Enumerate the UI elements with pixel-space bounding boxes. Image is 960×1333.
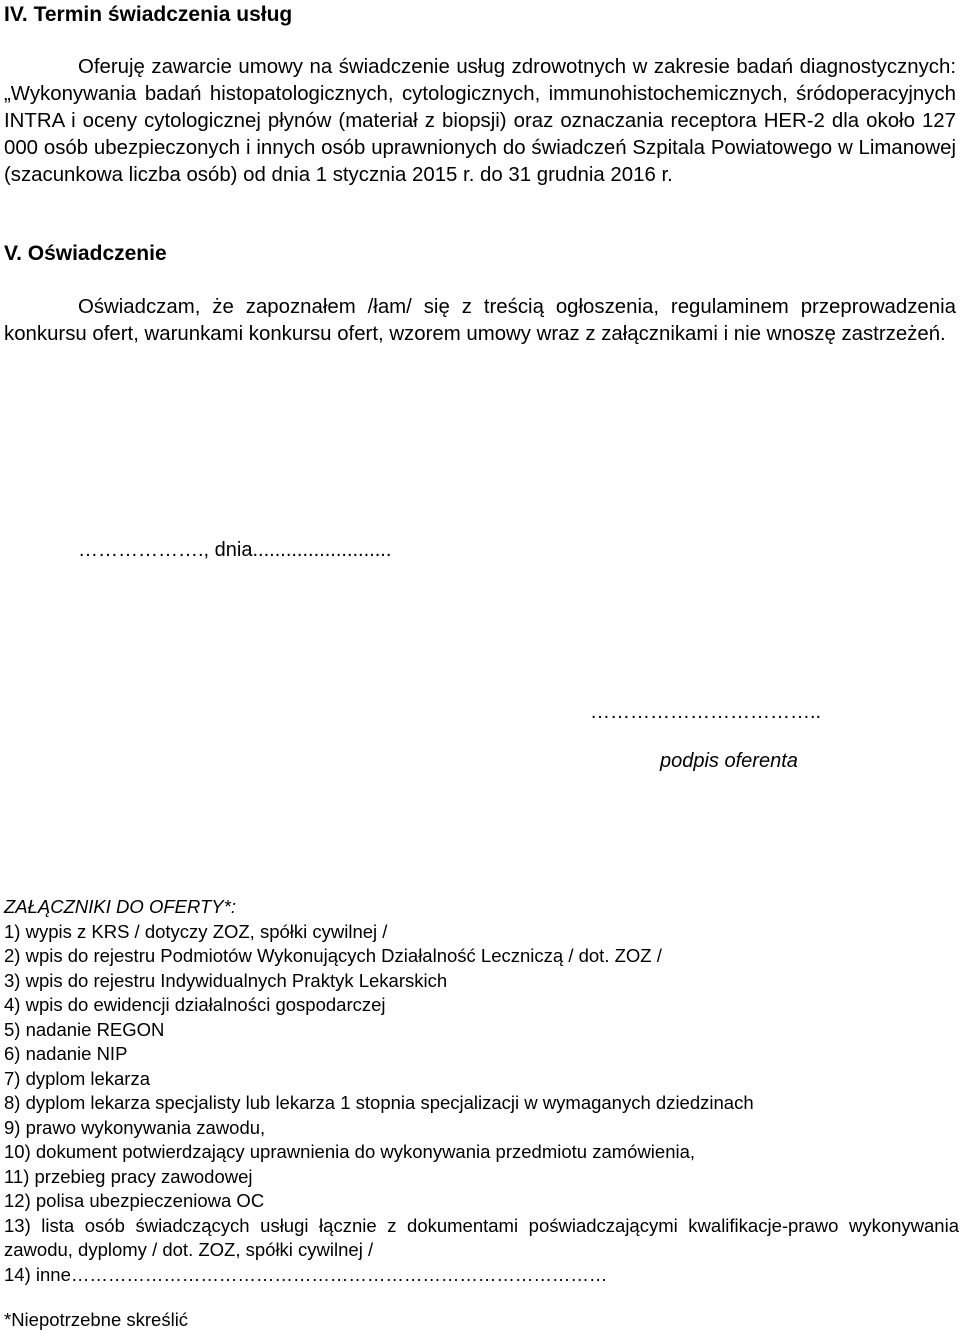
attachment-item: 13) lista osób świadczących usługi łącznie z dokumentami poświadczającymi kwalifikacje-prawo wykonywania zawodu, dyplomy / dot. ZOZ, spółki cywilnej / bbox=[4, 1214, 959, 1260]
attachments-title: ZAŁĄCZNIKI DO OFERTY*: bbox=[4, 896, 236, 917]
attachment-item: 10) dokument potwierdzający uprawnienia do wykonywania przedmiotu zamówienia, bbox=[4, 1141, 696, 1162]
attachment-item: 11) przebieg pracy zawodowej bbox=[4, 1165, 253, 1187]
attachment-item: 1) wypis z KRS / dotyczy ZOZ, spółki cywilnej / bbox=[4, 920, 388, 942]
footnote: *Niepotrzebne skreślić bbox=[4, 1309, 189, 1330]
section-4-heading: IV. Termin świadczenia usług bbox=[4, 3, 293, 26]
attachment-item: 8) dyplom lekarza specjalisty lub lekarza 1 stopnia specjalizacji w wymaganych dziedzinach bbox=[4, 1092, 754, 1113]
attachment-item: 5) nadanie REGON bbox=[4, 1018, 165, 1040]
attachment-item: 3) wpis do rejestru Indywidualnych Praktyk Lekarskich bbox=[4, 969, 448, 991]
attachment-item: 9) prawo wykonywania zawodu, bbox=[4, 1116, 266, 1138]
section-4-text: Oferuję zawarcie umowy na świadczenie usług zdrowotnych w zakresie badań diagnostycznych: „Wykonywania badań histopatologicznych, cytologicznych, immunohistochemicznych, śródoperacyjnych INTRA i oceny cytologicznej płynów (materiał z biopsji) oraz oznaczania receptora HER-2 dla około 127 000 osób ubezpieczonych i innych osób uprawnionych do świadczeń Szpitala Powiatowego w Limanowej (szacunkowa liczba osób) od dnia 1 stycznia 2015 r. do 31 grudnia 2016 r. bbox=[4, 56, 956, 186]
section-5-paragraph bbox=[4, 294, 956, 348]
attachment-item: 14) inne…………………………………………………………………………… bbox=[4, 1263, 608, 1285]
section-5-text: Oświadczam, że zapoznałem /łam/ się z treścią ogłoszenia, regulaminem przeprowadzenia konkursu ofert, warunkami konkursu ofert, wzorem umowy wraz z załącznikami i nie wnoszę zastrzeżeń. bbox=[4, 296, 956, 345]
place-date-line: ………………., dnia......................... bbox=[78, 539, 392, 561]
section-4-paragraph bbox=[4, 54, 956, 189]
attachment-item: 4) wpis do ewidencji działalności gospodarczej bbox=[4, 994, 386, 1015]
attachment-item: 6) nadanie NIP bbox=[4, 1043, 128, 1064]
attachment-item: 12) polisa ubezpieczeniowa OC bbox=[4, 1190, 265, 1211]
section-5-heading: V. Oświadczenie bbox=[4, 242, 167, 265]
signature-label: podpis oferenta bbox=[660, 750, 798, 772]
attachment-item: 2) wpis do rejestru Podmiotów Wykonujących Działalność Leczniczą / dot. ZOZ / bbox=[4, 945, 662, 966]
attachment-item: 7) dyplom lekarza bbox=[4, 1067, 151, 1089]
attachments-list bbox=[4, 895, 959, 1287]
signature-dots: …………………………….. bbox=[590, 701, 822, 723]
